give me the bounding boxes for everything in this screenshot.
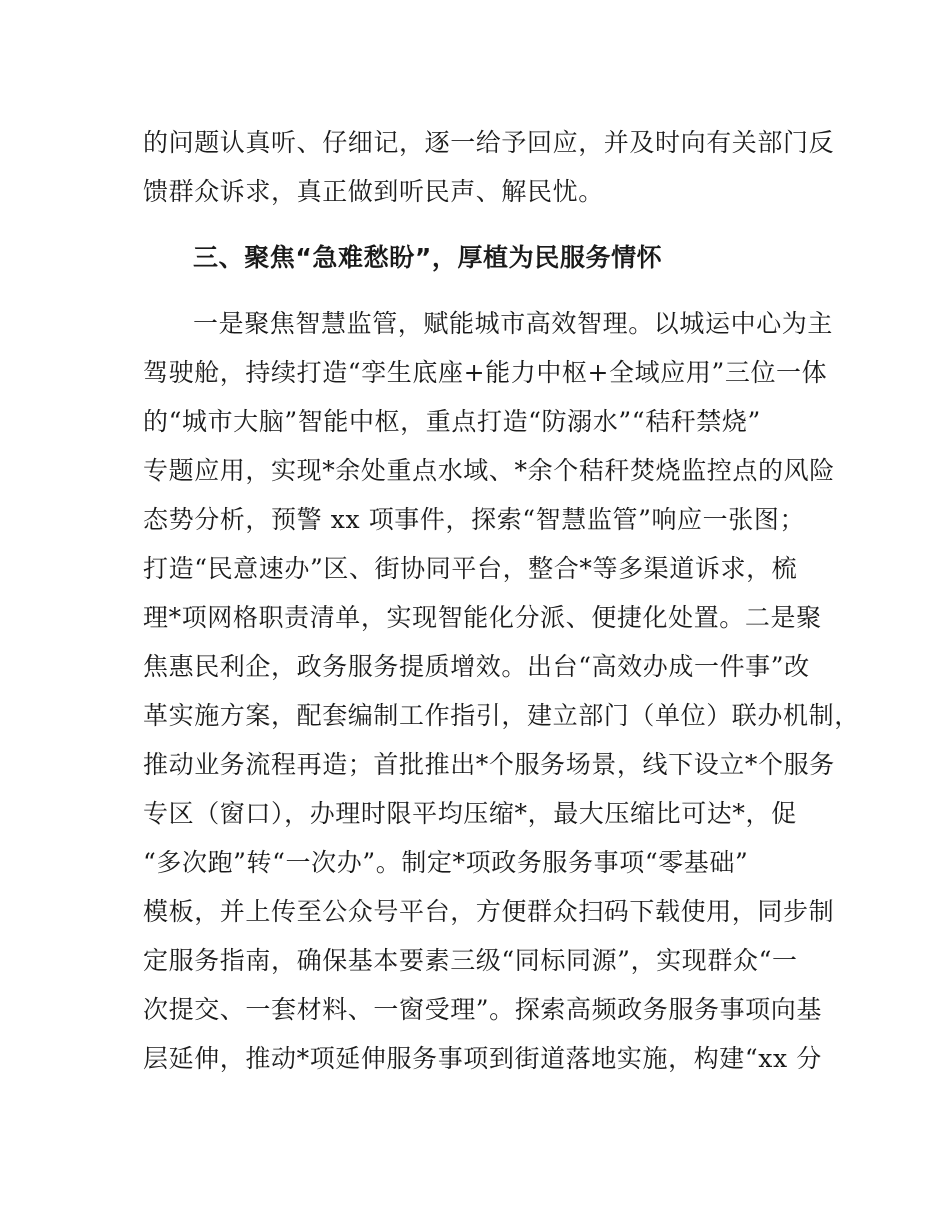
paragraph-line: 模板，并上传至公众号平台，方便群众扫码下载使用，同步制 — [143, 897, 835, 926]
paragraph-line: 的“城市大脑”智能中枢，重点打造“防溺水”“秸秆禁烧” — [143, 407, 761, 436]
paragraph-line: 的问题认真听、仔细记，逐一给予回应，并及时向有关部门反 — [143, 128, 835, 157]
paragraph-line: 打造“民意速办”区、街协同平台，整合*等多渠道诉求，梳 — [143, 554, 798, 583]
section-heading: 三、聚焦“急难愁盼”，厚植为民服务情怀 — [193, 243, 663, 272]
paragraph-line: 革实施方案，配套编制工作指引，建立部门（单位）联办机制， — [143, 701, 860, 730]
paragraph-line: 推动业务流程再造；首批推出*个服务场景，线下设立*个服务 — [143, 750, 835, 779]
paragraph-line: 焦惠民利企，政务服务提质增效。出台“高效办成一件事”改 — [143, 652, 810, 681]
paragraph-line: 层延伸，推动*项延伸服务事项到街道落地实施，构建“xx 分 — [143, 1044, 822, 1073]
paragraph-line: 次提交、一套材料、一窗受理”。探索高频政务服务事项向基 — [143, 995, 822, 1024]
paragraph-line: 理*项网格职责清单，实现智能化分派、便捷化处置。二是聚 — [143, 603, 822, 632]
paragraph-line: 驾驶舱，持续打造“孪生底座+能力中枢+全域应用”三位一体 — [143, 358, 828, 387]
paragraph-line: 专区（窗口），办理时限平均压缩*，最大压缩比可达*，促 — [143, 799, 797, 828]
paragraph-line: “多次跑”转“一次办”。制定*项政务服务事项“零基础” — [143, 848, 749, 877]
paragraph-line: 定服务指南，确保基本要素三级“同标同源”，实现群众“一 — [143, 946, 798, 975]
paragraph-line: 专题应用，实现*余处重点水域、*余个秸秆焚烧监控点的风险 — [143, 456, 835, 485]
paragraph-line: 一是聚焦智慧监管，赋能城市高效智理。以城运中心为主 — [193, 309, 834, 338]
paragraph-line: 态势分析，预警 xx 项事件，探索“智慧监管”响应一张图； — [143, 505, 806, 534]
paragraph-line: 馈群众诉求，真正做到听民声、解民忧。 — [143, 177, 604, 206]
